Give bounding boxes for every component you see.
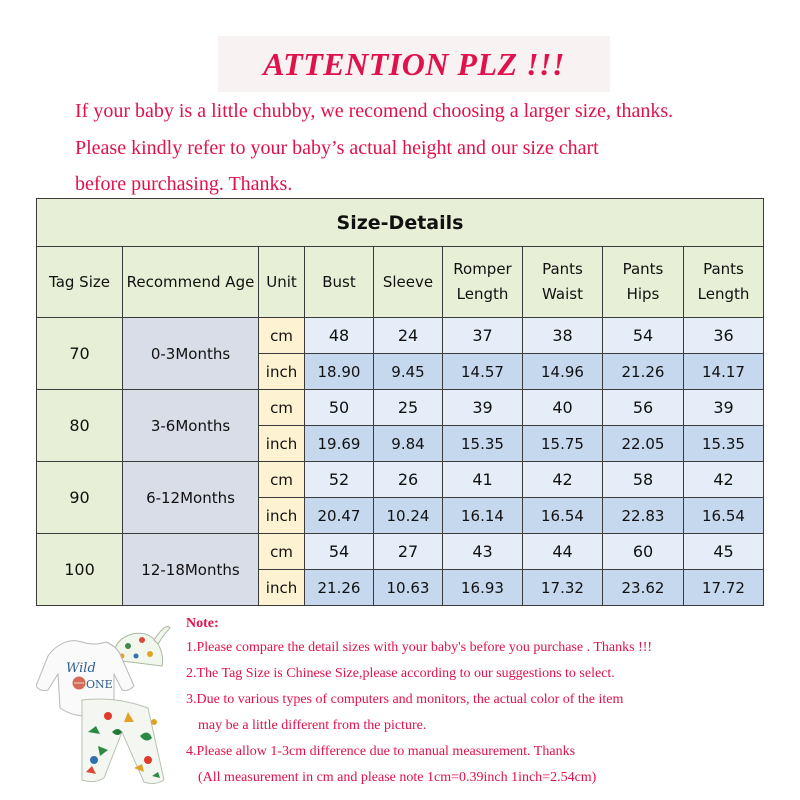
note-line: 1.Please compare the detail sizes with your baby's before you purchase . Thanks !!! [186, 640, 653, 655]
cm-value-cell: 52 [305, 462, 374, 498]
cm-value-cell: 56 [603, 390, 684, 426]
cm-value-cell: 37 [443, 318, 523, 354]
inch-value-cell: 22.83 [603, 498, 684, 534]
inch-value-cell: 16.54 [684, 498, 764, 534]
header-bust: Bust [305, 247, 374, 318]
table-row [37, 390, 764, 426]
inch-value-cell: 9.84 [374, 426, 443, 462]
cm-value-cell: 27 [374, 534, 443, 570]
inch-value-cell: 14.17 [684, 354, 764, 390]
inch-value-cell: 18.90 [305, 354, 374, 390]
cm-value-cell: 60 [603, 534, 684, 570]
table-row [37, 534, 764, 570]
table-title: Size-Details [37, 199, 764, 247]
intro-line: If your baby is a little chubby, we recomend choosing a larger size, thanks. [75, 100, 674, 122]
header-pants-hips [603, 247, 684, 318]
header-line: Pants [622, 260, 664, 278]
inch-value-cell: 14.57 [443, 354, 523, 390]
unit-cm-cell: cm [259, 534, 305, 570]
cm-value-cell: 42 [684, 462, 764, 498]
intro-text [75, 97, 785, 207]
inch-value-cell: 17.32 [523, 570, 603, 606]
unit-cm-cell: cm [259, 318, 305, 354]
cm-value-cell: 39 [684, 390, 764, 426]
intro-line: Please kindly refer to your baby’s actual height and our size chart [75, 136, 599, 159]
tag-size-cell: 100 [37, 534, 123, 606]
inch-value-cell: 17.72 [684, 570, 764, 606]
tag-size-cell: 70 [37, 318, 123, 390]
tag-size-cell: 90 [37, 462, 123, 534]
size-chart-table [36, 198, 764, 606]
intro-line: before purchasing. Thanks. [75, 173, 293, 195]
attention-banner [218, 36, 610, 92]
cm-value-cell: 44 [523, 534, 603, 570]
notes-title: Note: [186, 616, 219, 631]
inch-value-cell: 21.26 [305, 570, 374, 606]
header-tag-size: Tag Size [37, 247, 123, 318]
note-line: (All measurement in cm and please note 1cm=0.39inch 1inch=2.54cm) [198, 770, 597, 785]
unit-inch-cell: inch [259, 498, 305, 534]
cm-value-cell: 43 [443, 534, 523, 570]
inch-value-cell: 16.54 [523, 498, 603, 534]
cm-value-cell: 54 [603, 318, 684, 354]
unit-inch-cell: inch [259, 354, 305, 390]
header-recommend-age: Recommend Age [123, 247, 259, 318]
notes-section [186, 614, 786, 794]
unit-cm-cell: cm [259, 390, 305, 426]
cm-value-cell: 45 [684, 534, 764, 570]
print-text-one: ONE [86, 678, 113, 691]
cm-value-cell: 36 [684, 318, 764, 354]
attention-title: ATTENTION PLZ !!! [263, 45, 565, 82]
cm-value-cell: 38 [523, 318, 603, 354]
inch-value-cell: 15.35 [443, 426, 523, 462]
baby-outfit-image [36, 612, 176, 792]
inch-value-cell: 10.63 [374, 570, 443, 606]
inch-value-cell: 15.35 [684, 426, 764, 462]
header-romper-length [443, 247, 523, 318]
inch-value-cell: 22.05 [603, 426, 684, 462]
note-line: 4.Please allow 1-3cm difference due to manual measurement. Thanks [186, 744, 576, 759]
inch-value-cell: 21.26 [603, 354, 684, 390]
recommend-age-cell: 3-6Months [123, 390, 259, 462]
header-pants-waist [523, 247, 603, 318]
inch-value-cell: 9.45 [374, 354, 443, 390]
header-line: Length [697, 285, 750, 303]
pants-icon [82, 699, 164, 784]
inch-value-cell: 14.96 [523, 354, 603, 390]
header-line: Pants [703, 260, 744, 278]
cm-value-cell: 25 [374, 390, 443, 426]
recommend-age-cell: 0-3Months [123, 318, 259, 390]
cm-value-cell: 58 [603, 462, 684, 498]
note-line: may be a little different from the picture. [198, 718, 427, 733]
header-row [37, 247, 764, 318]
unit-inch-cell: inch [259, 426, 305, 462]
note-line: 2.The Tag Size is Chinese Size,please according to our suggestions to select. [186, 666, 615, 681]
recommend-age-cell: 12-18Months [123, 534, 259, 606]
header-line: Pants [542, 260, 583, 278]
cm-value-cell: 26 [374, 462, 443, 498]
header-line: Hips [626, 285, 660, 303]
header-pants-length [684, 247, 764, 318]
cm-value-cell: 54 [305, 534, 374, 570]
inch-value-cell: 10.24 [374, 498, 443, 534]
header-unit: Unit [259, 247, 305, 318]
header-sleeve: Sleeve [374, 247, 443, 318]
cm-value-cell: 42 [523, 462, 603, 498]
cm-value-cell: 50 [305, 390, 374, 426]
note-line: 3.Due to various types of computers and monitors, the actual color of the item [186, 692, 624, 707]
cm-value-cell: 24 [374, 318, 443, 354]
header-line: Romper [453, 260, 512, 278]
cm-value-cell: 40 [523, 390, 603, 426]
inch-value-cell: 23.62 [603, 570, 684, 606]
inch-value-cell: 19.69 [305, 426, 374, 462]
inch-value-cell: 20.47 [305, 498, 374, 534]
print-text-wild: Wild [66, 661, 96, 676]
table-row [37, 462, 764, 498]
header-line: Length [456, 285, 509, 303]
header-line: Waist [542, 285, 583, 303]
table-row [37, 318, 764, 354]
cm-value-cell: 39 [443, 390, 523, 426]
unit-inch-cell: inch [259, 570, 305, 606]
inch-value-cell: 15.75 [523, 426, 603, 462]
unit-cm-cell: cm [259, 462, 305, 498]
cm-value-cell: 41 [443, 462, 523, 498]
inch-value-cell: 16.93 [443, 570, 523, 606]
inch-value-cell: 16.14 [443, 498, 523, 534]
recommend-age-cell: 6-12Months [123, 462, 259, 534]
tag-size-cell: 80 [37, 390, 123, 462]
cm-value-cell: 48 [305, 318, 374, 354]
